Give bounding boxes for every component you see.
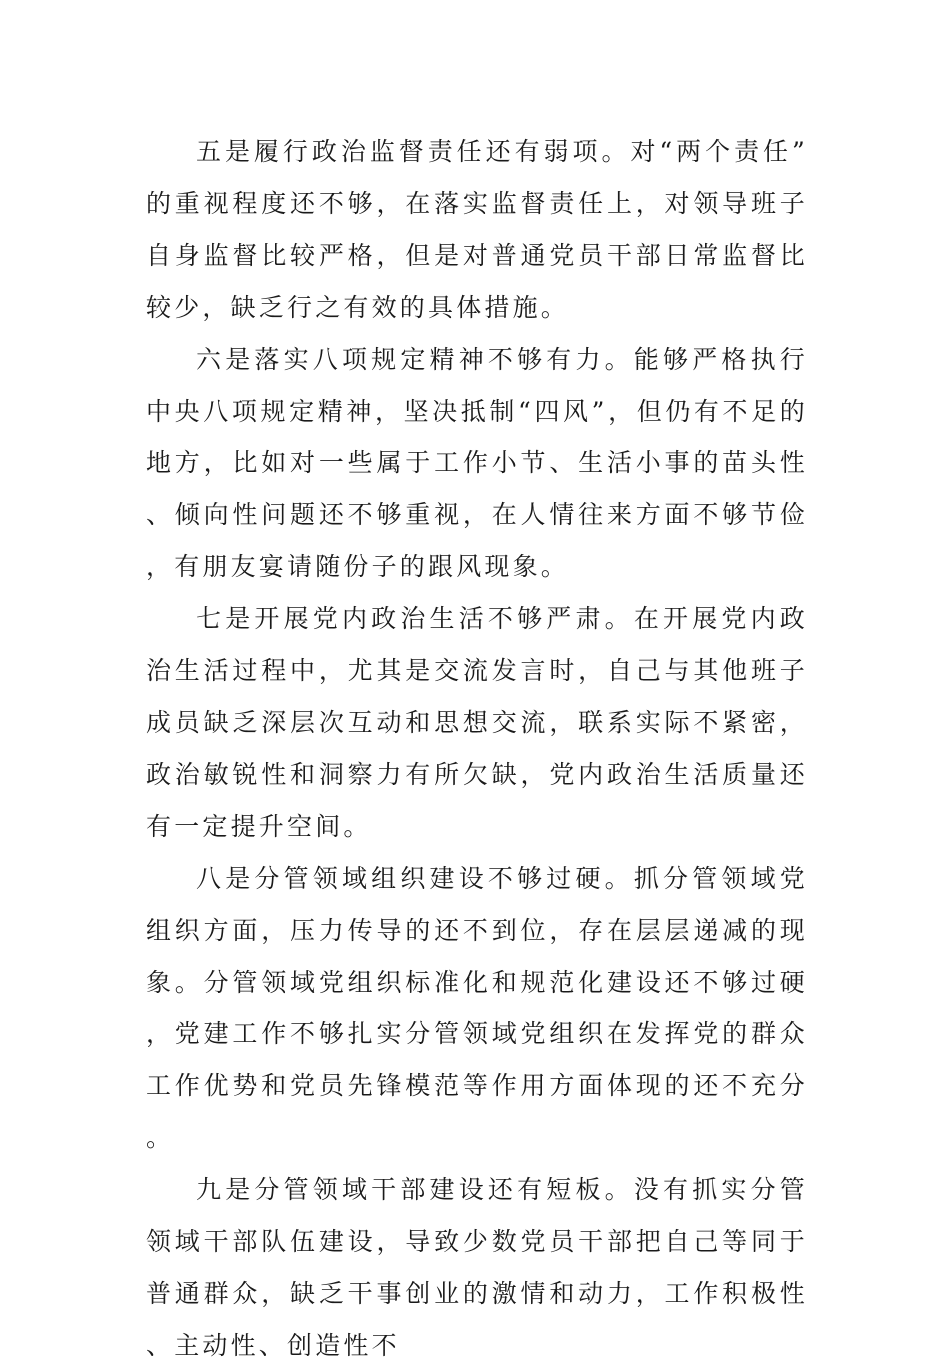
paragraph-item-6: 六是落实八项规定精神不够有力。能够严格执行中央八项规定精神，坚决抵制“四风”，但仍有不足的地方，比如对一些属于工作小节、生活小事的苗头性、倾向性问题还不够重视，在人情往来方面不够节俭，有朋友宴请随份子的跟风现象。 <box>146 344 808 582</box>
paragraph-item-7: 七是开展党内政治生活不够严肃。在开展党内政治生活过程中，尤其是交流发言时，自己与其他班子成员缺乏深层次互动和思想交流，联系实际不紧密，政治敏锐性和洞察力有所欠缺，党内政治生活质量还有一定提升空间。 <box>146 604 808 841</box>
paragraph-item-5: 五是履行政治监督责任还有弱项。对“两个责任”的重视程度还不够，在落实监督责任上，对领导班子自身监督比较严格，但是对普通党员干部日常监督比较少，缺乏行之有效的具体措施。 <box>146 137 808 322</box>
paragraph-item-9: 九是分管领域干部建设还有短板。没有抓实分管领域干部队伍建设，导致少数党员干部把自己等同于普通群众，缺乏干事创业的激情和动力，工作积极性、主动性、创造性不 <box>146 1175 808 1360</box>
document-body <box>146 126 808 1372</box>
paragraph-item-8: 八是分管领域组织建设不够过硬。抓分管领域党组织方面，压力传导的还不到位，存在层层递减的现象。分管领域党组织标准化和规范化建设还不够过硬，党建工作不够扎实分管领域党组织在发挥党的群众工作优势和党员先锋模范等作用方面体现的还不充分。 <box>146 863 808 1153</box>
